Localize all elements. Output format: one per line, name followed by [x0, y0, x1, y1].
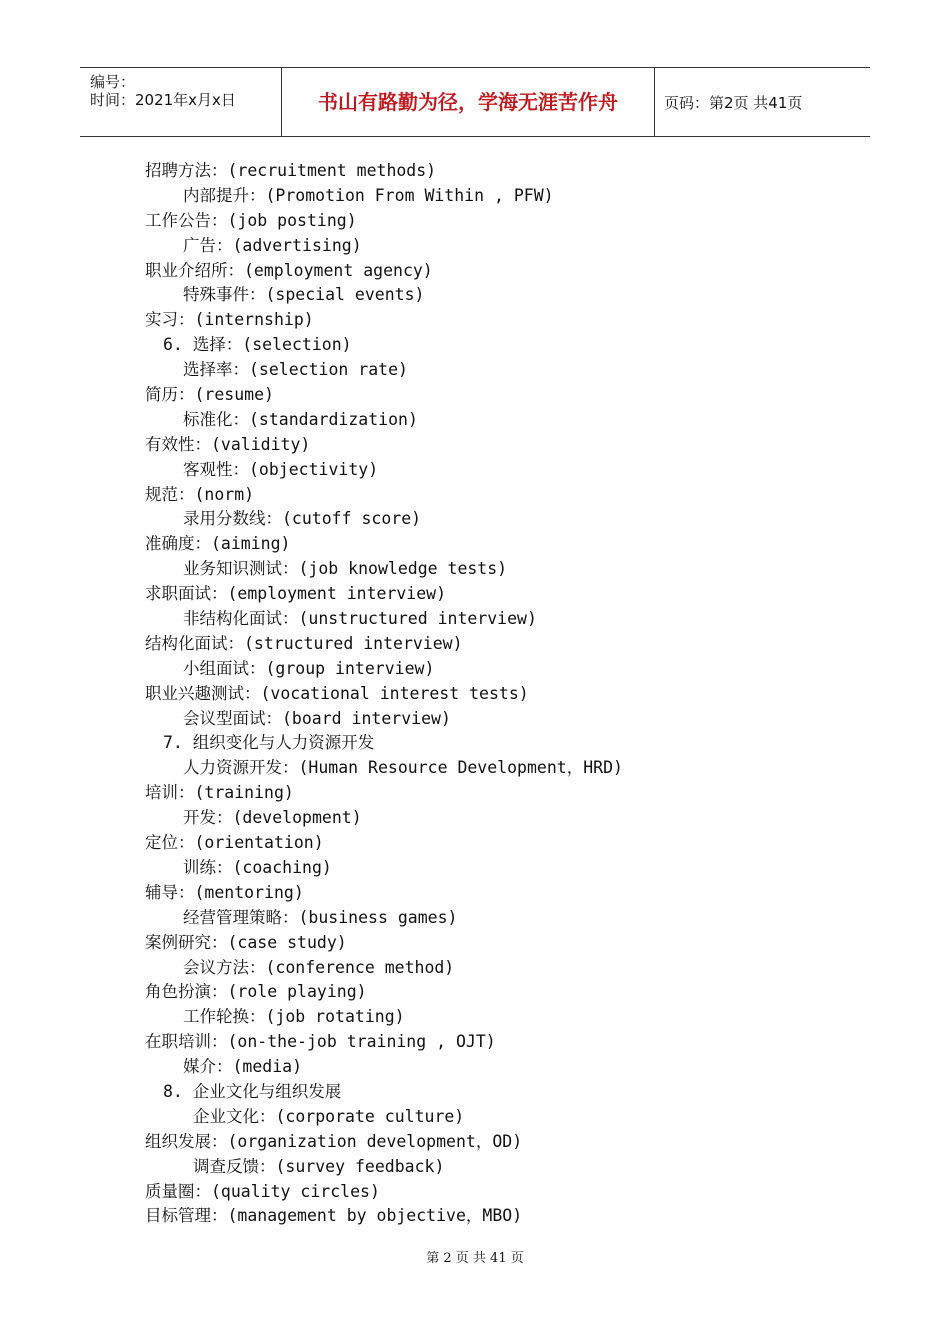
glossary-line: 非结构化面试：(unstructured interview): [183, 609, 537, 629]
glossary-line: 目标管理：(management by objective，MBO): [145, 1206, 523, 1226]
glossary-line: 辅导：(mentoring): [145, 882, 304, 902]
glossary-line: 简历：(resume): [145, 385, 274, 405]
document-time-label: 时间：2021年x月x日: [90, 91, 236, 109]
glossary-line: 会议方法：(conference method): [183, 957, 455, 977]
header-motto: 书山有路勤为径，学海无涯苦作舟: [318, 90, 618, 114]
glossary-line: 特殊事件：(special events): [183, 285, 425, 305]
glossary-line: 角色扮演：(role playing): [145, 982, 367, 1002]
glossary-line: 结构化面试：(structured interview): [145, 633, 463, 653]
glossary-line: 开发：(development): [183, 808, 362, 828]
glossary-line: 规范：(norm): [145, 484, 255, 504]
glossary-line: 准确度：(aiming): [145, 534, 291, 554]
section-heading: 8. 企业文化与组织发展: [163, 1081, 342, 1101]
glossary-line: 职业介绍所：(employment agency): [145, 260, 433, 280]
glossary-line: 业务知识测试：(job knowledge tests): [183, 559, 508, 579]
glossary-line: 实习：(internship): [145, 310, 314, 330]
glossary-line: 工作轮换：(job rotating): [183, 1007, 405, 1027]
glossary-line: 选择率：(selection rate): [183, 360, 408, 380]
glossary-line: 案例研究：(case study): [145, 932, 347, 952]
glossary-line: 标准化：(standardization): [183, 409, 418, 429]
header-page-cell: [655, 68, 870, 136]
glossary-line: 在职培训：(on-the-job training , OJT): [145, 1032, 496, 1052]
glossary-line: 培训：(training): [145, 783, 294, 803]
glossary-line: 小组面试：(group interview): [183, 658, 435, 678]
glossary-line: 工作公告：(job posting): [145, 210, 357, 230]
glossary-line: 职业兴趣测试：(vocational interest tests): [145, 683, 529, 703]
glossary-line: 媒介：(media): [183, 1057, 303, 1077]
header-page-info: 页码：第2页 共41页: [664, 94, 803, 112]
glossary-line: 定位：(orientation): [145, 833, 324, 853]
glossary-body: [0, 159, 950, 1229]
glossary-line: 招聘方法：(recruitment methods): [145, 161, 437, 180]
glossary-line: 经营管理策略：(business games): [183, 907, 458, 927]
header-meta-cell: [80, 68, 282, 136]
section-heading: 6. 选择：(selection): [163, 335, 352, 355]
glossary-line: 企业文化：(corporate culture): [193, 1106, 465, 1126]
section-heading: 7. 组织变化与人力资源开发: [163, 733, 375, 753]
glossary-line: 组织发展：(organization development，OD): [145, 1131, 523, 1151]
header-motto-cell: [282, 68, 655, 136]
glossary-line: 有效性：(validity): [145, 434, 311, 454]
page-footer: 第 2 页 共 41 页: [426, 1251, 524, 1266]
glossary-line: 训练：(coaching): [183, 857, 332, 877]
glossary-line: 客观性：(objectivity): [183, 459, 379, 479]
glossary-line: 调查反馈：(survey feedback): [193, 1156, 445, 1176]
glossary-line: 会议型面试：(board interview): [183, 708, 451, 728]
glossary-line: 质量圈：(quality circles): [145, 1181, 380, 1201]
page-header: [80, 67, 870, 137]
glossary-line: 求职面试：(employment interview): [145, 584, 447, 604]
glossary-line: 广告：(advertising): [183, 235, 362, 255]
document-number-label: 编号：: [90, 73, 136, 91]
glossary-line: 内部提升：(Promotion From Within , PFW): [183, 185, 554, 205]
glossary-line: 录用分数线：(cutoff score): [183, 509, 422, 529]
glossary-line: 人力资源开发：(Human Resource Development，HRD): [183, 758, 623, 778]
